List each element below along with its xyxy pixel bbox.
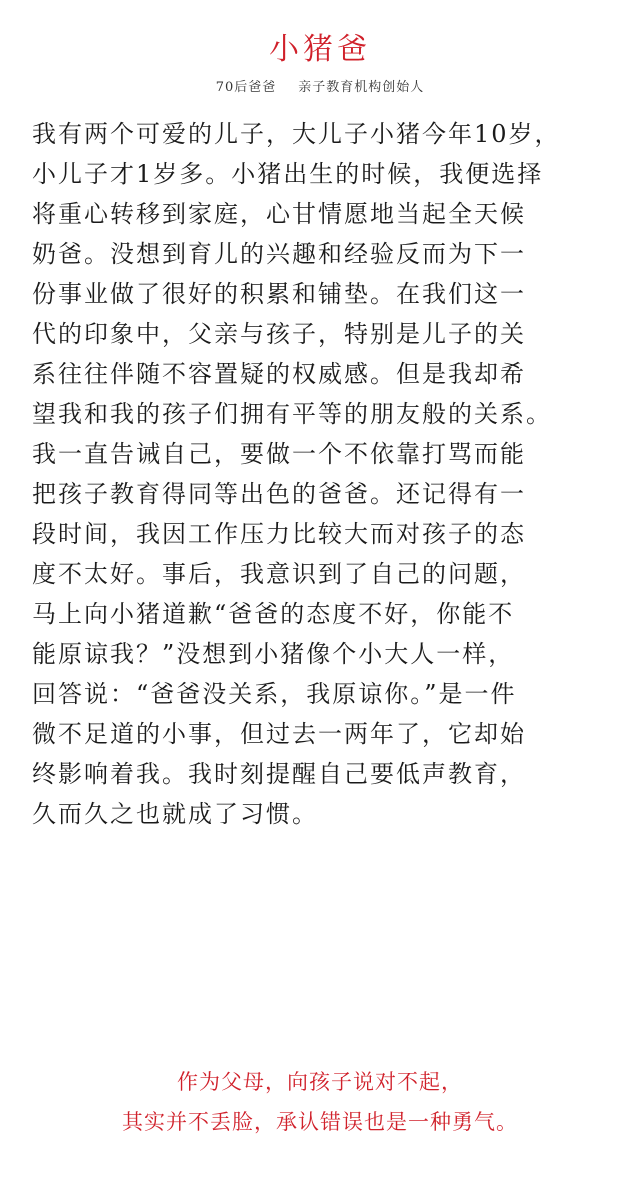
article-line: 马上向小猪道歉“爸爸的态度不好，你能不 [32,600,515,628]
article-line: 系往往伴随不容置疑的权威感。但是我却希 [32,360,526,388]
article-line: 能原谅我？”没想到小猪像个小大人一样， [32,640,515,668]
author-generation: 70后爸爸 [215,80,277,95]
article-line: 度不太好。事后，我意识到了自己的问题， [32,560,526,588]
article-line: 份事业做了很好的积累和铺垫。在我们这一 [32,280,526,308]
author-role: 亲子教育机构创始人 [298,80,425,95]
article-line: 我有两个可爱的儿子，大儿子小猪今年10岁， [32,120,561,148]
article-line: 将重心转移到家庭，心甘情愿地当起全天候 [32,200,526,228]
article-line: 小儿子才1岁多。小猪出生的时候，我便选择 [32,160,544,188]
author-subtitle [0,76,640,95]
article-line: 终影响着我。我时刻提醒自己要低声教育， [32,760,526,788]
article-line: 奶爸。没想到育儿的兴趣和经验反而为下一 [32,240,526,268]
closing-quote-line-2: 其实并不丢脸，承认错误也是一种勇气。 [122,1110,518,1134]
article-line: 望我和我的孩子们拥有平等的朋友般的关系。 [32,400,552,428]
page-title: 小猪爸 [269,32,371,67]
article-line: 我一直告诫自己，要做一个不依靠打骂而能 [32,440,526,468]
article-line: 段时间，我因工作压力比较大而对孩子的态 [32,520,526,548]
article-line: 回答说：“爸爸没关系，我原谅你。”是一件 [32,680,517,708]
article-line: 微不足道的小事，但过去一两年了，它却始 [32,720,526,748]
article-line: 把孩子教育得同等出色的爸爸。还记得有一 [32,480,526,508]
closing-quote-line-1: 作为父母，向孩子说对不起， [177,1070,463,1094]
article-body [32,114,612,834]
article-line: 代的印象中，父亲与孩子，特别是儿子的关 [32,320,526,348]
article-line: 久而久之也就成了习惯。 [32,800,318,828]
